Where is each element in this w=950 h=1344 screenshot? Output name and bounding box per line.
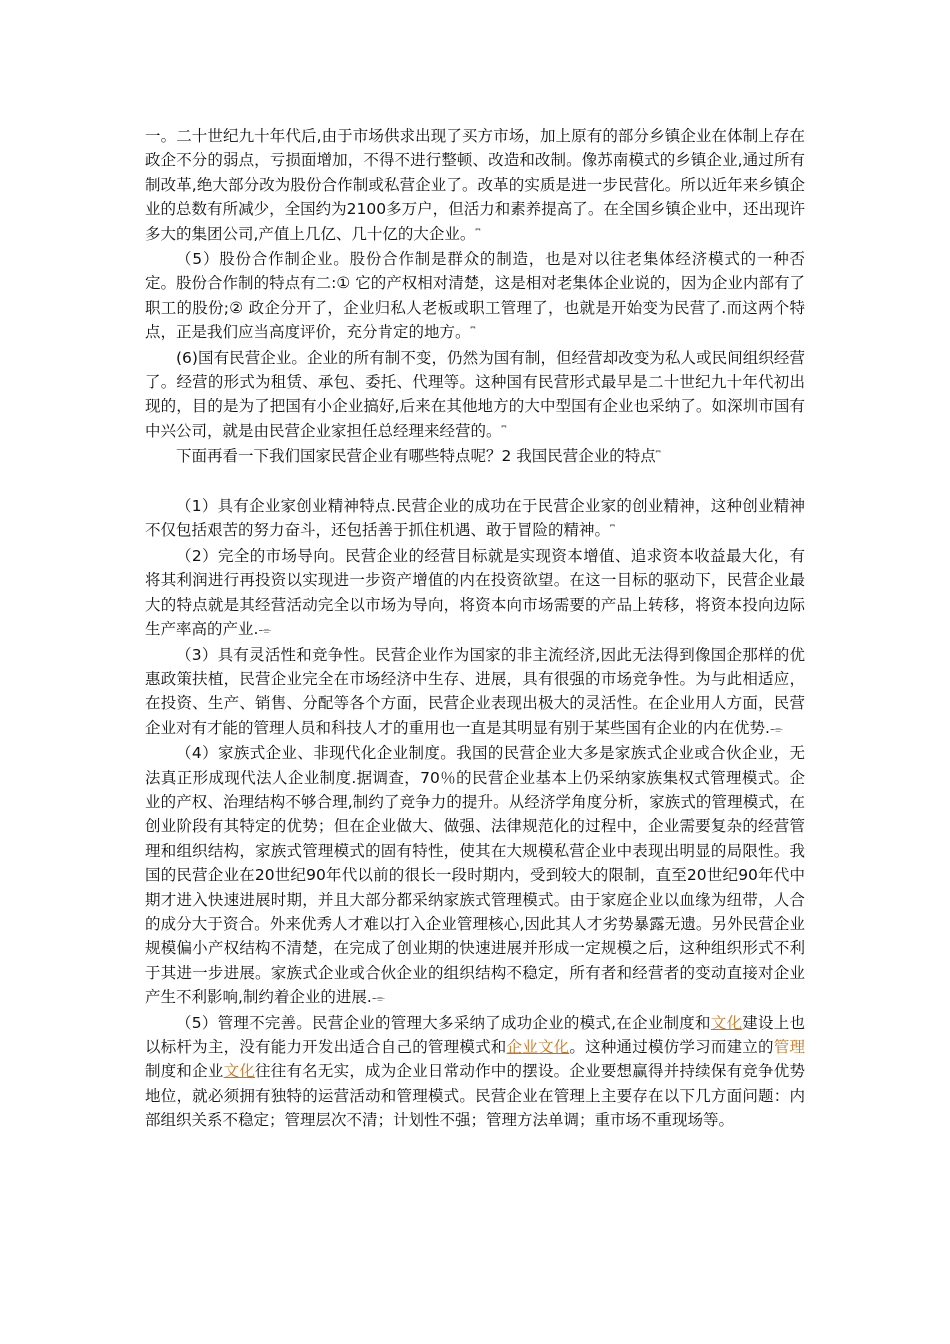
paragraph-9-text-2: 建设上也以标杆为主，没有能力开发出适合自己的管理模式和 xyxy=(145,1013,805,1057)
paragraph-mark-icon: ⎴ xyxy=(475,227,480,242)
paragraph-8-text: （4）家族式企业、非现代化企业制度。我国的民营企业大多是家族式企业或合伙企业，无法真正形成现代法人企业制度.据调查，70％的民营企业基本上仍采纳家族集权式管理模式。企业的产权、治理结构不够合理,制约了竞争力的提升。从经济学角度分析，家族式的管理模式，在创业阶段有其特定的优势；但在企业做大、做强、法律规范化的过程中，企业需要复杂的经营管理和组织结构，家族式管理模式的固有特性，使其在大规模私营企业中表现出明显的局限性。我国的民营企业在20世纪90年代以前的很长一段时期内，受到较大的限制，直至20世纪90年代中期才进入快速进展时期，并且大部分都采纳家族式管理模式。由于家庭企业以血缘为纽带，人合的成分大于资合。外来优秀人才难以打入企业管理核心,因此其人才劣势暴露无遗。另外民营企业规模偏小产权结构不清楚，在完成了创业期的快速进展并形成一定规模之后，这种组织形式不利于其进一步进展。家族式企业或合伙企业的组织结构不稳定，所有者和经营者的变动直接对企业产生不利影响,制约着企业的进展. xyxy=(145,744,805,1007)
paragraph-3-text: (6)国有民营企业。企业的所有制不变，仍然为国有制，但经营却改变为私人或民间组织经营了。经营的形式为租赁、承包、委托、代理等。这种国有民营形式最早是二十世纪九十年代初出现的，目的是为了把国有小企业搞好,后来在其他地方的大中型国有企业也采纳了。如深圳市国有中兴公司，就是由民营企业家担任总经理来经营的。 xyxy=(145,348,805,440)
link-culture-2[interactable]: 文化 xyxy=(223,1062,256,1081)
paragraph-2-text: （5）股份合作制企业。股份合作制是群众的制造，也是对以往老集体经济模式的一种否定。股份合作制的特点有二:① 它的产权相对清楚，这是相对老集体企业说的，因为企业内部有了职工的股份;② 政企分开了，企业归私人老板或职工管理了，也就是开始变为民营了.而这两个特点，正是我们应当高度评价，充分肯定的地方。 xyxy=(145,250,805,342)
blank-line xyxy=(145,470,805,494)
paragraph-9-text-5: 往往有名无实，成为企业日常动作中的摆设。企业要想赢得并持续保有竞争优势地位，就必须拥有独特的运营活动和管理模式。民营企业在管理上主要存在以下几方面问题：内部组织关系不稳定；管理层次不清；计划性不强；管理方法单调；重市场不重现场等。 xyxy=(145,1062,805,1130)
paragraph-9-text-1: （5）管理不完善。民营企业的管理大多采纳了成功企业的模式,在企业制度和 xyxy=(176,1013,711,1032)
paragraph-9-text-4: 制度和企业 xyxy=(145,1062,224,1081)
paragraph-3 xyxy=(145,346,805,445)
paragraph-7-text: （3）具有灵活性和竞争性。民营企业作为国家的非主流经济,因此无法得到像国企那样的优惠政策扶植，民营企业完全在市场经济中生存、进展，具有很强的市场竞争性。为与此相适应，在投资、生产、销售、分配等各个方面，民营企业表现出极大的灵活性。在企业用人方面，民营企业对有才能的管理人员和科技人才的重用也一直是其明显有别于某些国有企业的内在优势. xyxy=(145,645,805,737)
paragraph-mark-icon: ⎴ xyxy=(501,424,506,439)
paragraph-6-text: （2）完全的市场导向。民营企业的经营目标就是实现资本增值、追求资本收益最大化，有将其利润进行再投资以实现进一步资产增值的内在投资欲望。在这一目标的驱动下，民营企业最大的特点就是其经营活动完全以市场为导向，将资本向市场需要的产品上转移，将资本投向边际生产率高的产业. xyxy=(145,546,805,639)
paragraph-mark-icon: -⌯ xyxy=(258,623,271,638)
paragraph-mark-icon: ⎴ xyxy=(470,326,475,341)
paragraph-mark-icon: ⎴ xyxy=(655,450,660,465)
paragraph-9 xyxy=(145,1011,805,1133)
link-management[interactable]: 管理 xyxy=(773,1038,805,1057)
paragraph-5-text: （1）具有企业家创业精神特点.民营企业的成功在于民营企业家的创业精神，这种创业精神不仅包括艰苦的努力奋斗，还包括善于抓住机遇、敢于冒险的精神。 xyxy=(145,497,805,540)
paragraph-9-text-3: 。这种通过模仿学习而建立的 xyxy=(569,1038,774,1057)
paragraph-8 xyxy=(145,741,805,1010)
paragraph-mark-icon: -⌯ xyxy=(769,721,782,736)
paragraph-mark-icon: -⌯ xyxy=(371,991,384,1006)
link-culture[interactable]: 文化 xyxy=(710,1013,743,1032)
paragraph-6 xyxy=(145,544,805,643)
paragraph-mark-icon: ⎴ xyxy=(610,524,614,539)
paragraph-2 xyxy=(145,247,805,346)
paragraph-1 xyxy=(145,124,805,247)
paragraph-1-text: 一。二十世纪九十年代后,由于市场供求出现了买方市场，加上原有的部分乡镇企业在体制上存在政企不分的弱点，亏损面增加，不得不进行整顿、改造和改制。像苏南模式的乡镇企业,通过所有制改革,绝大部分改为股份合作制或私营企业了。改革的实质是进一步民营化。所以近年来乡镇企业的总数有所减少，全国约为2100多万户，但活力和素养提高了。在全国乡镇企业中，还出现许多大的集团公司,产值上几亿、几十亿的大企业。 xyxy=(145,127,805,243)
paragraph-4-text: 下面再看一下我们国家民营企业有哪些特点呢？2 我国民营企业的特点 xyxy=(176,447,656,466)
link-enterprise-culture[interactable]: 企业文化 xyxy=(506,1038,570,1057)
paragraph-7 xyxy=(145,643,805,742)
document-body xyxy=(145,124,805,1133)
paragraph-5 xyxy=(145,494,805,544)
paragraph-4 xyxy=(145,444,805,469)
